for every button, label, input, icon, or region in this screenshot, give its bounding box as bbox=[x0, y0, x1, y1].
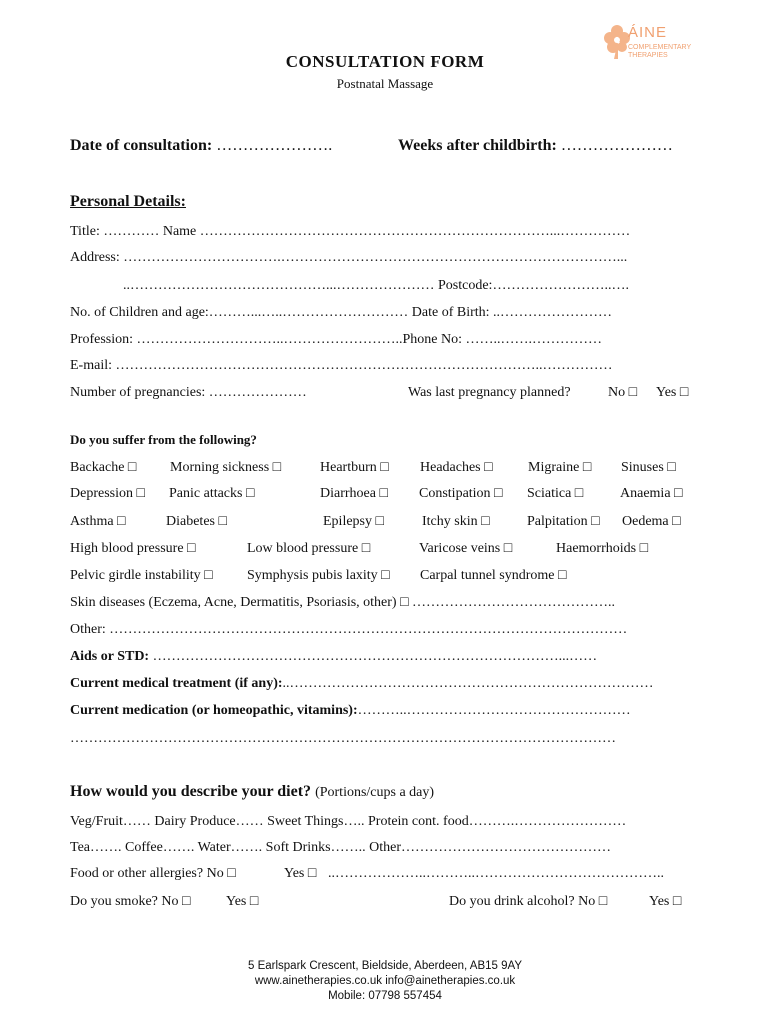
smoke-no-checkbox[interactable]: Do you smoke? No □ bbox=[70, 894, 191, 909]
condition-checkbox[interactable]: Haemorrhoids □ bbox=[556, 541, 649, 556]
footer-mobile: Mobile: 07798 557454 bbox=[328, 990, 442, 1002]
condition-checkbox[interactable]: Oedema □ bbox=[622, 514, 681, 529]
allergies-details-field[interactable]: ..………………..………..………………………………….. bbox=[328, 866, 664, 881]
email-field[interactable]: E-mail: ………………………………………………………………………………..…………… bbox=[70, 358, 613, 373]
current-treatment-field[interactable] bbox=[70, 676, 654, 692]
children-dob-field[interactable]: No. of Children and age:………...…..……………………… Date of Birth: ..…………………… bbox=[70, 305, 613, 320]
logo-name: ÁINE bbox=[628, 24, 668, 41]
field-label: Weeks after childbirth: bbox=[398, 137, 557, 154]
condition-checkbox[interactable]: Morning sickness □ bbox=[170, 460, 282, 475]
conditions-heading: Do you suffer from the following? bbox=[70, 432, 257, 447]
footer-web-email[interactable]: www.ainetherapies.co.uk info@ainetherapies.co.uk bbox=[254, 975, 516, 987]
field-label: Date of consultation: bbox=[70, 137, 213, 154]
pregnancies-field[interactable]: Number of pregnancies: ………………… bbox=[70, 385, 307, 400]
condition-checkbox[interactable]: Migraine □ bbox=[528, 460, 592, 475]
condition-checkbox[interactable]: Depression □ bbox=[70, 486, 145, 501]
other-conditions-field[interactable]: Other: ………………………………………………………………………………………………… bbox=[70, 622, 628, 637]
current-treatment-label: Current medical treatment (if any): bbox=[70, 676, 283, 691]
title-name-field[interactable]: Title: ………… Name …………………………………………………………………...…………… bbox=[70, 224, 631, 239]
condition-checkbox[interactable]: Palpitation □ bbox=[527, 514, 600, 529]
condition-checkbox[interactable]: Diabetes □ bbox=[166, 514, 227, 529]
condition-checkbox[interactable]: Varicose veins □ bbox=[419, 541, 513, 556]
condition-checkbox[interactable]: Anaemia □ bbox=[620, 486, 683, 501]
aids-std-label: Aids or STD: bbox=[70, 649, 150, 664]
weeks-after-childbirth-field[interactable] bbox=[398, 137, 673, 155]
pregnancy-planned-label: Was last pregnancy planned? bbox=[408, 385, 571, 400]
condition-checkbox[interactable]: Itchy skin □ bbox=[422, 514, 490, 529]
profession-phone-field[interactable]: Profession: …………………………..……………………..Phone No: ……..…….…………… bbox=[70, 332, 602, 347]
field-input[interactable]: ………………… bbox=[556, 137, 673, 154]
diet-note: (Portions/cups a day) bbox=[315, 785, 435, 800]
form-title: CONSULTATION FORM bbox=[285, 52, 485, 71]
field-input[interactable]: …………………. bbox=[212, 137, 333, 154]
condition-checkbox[interactable]: Constipation □ bbox=[419, 486, 503, 501]
condition-checkbox[interactable]: Backache □ bbox=[70, 460, 137, 475]
alcohol-no-checkbox[interactable]: Do you drink alcohol? No □ bbox=[449, 894, 608, 909]
current-medication-field[interactable] bbox=[70, 703, 631, 719]
date-of-consultation-field[interactable] bbox=[70, 137, 332, 155]
allergies-yes-checkbox[interactable]: Yes □ bbox=[284, 866, 317, 881]
condition-checkbox[interactable]: Headaches □ bbox=[420, 460, 493, 475]
diet-food-field[interactable]: Veg/Fruit…… Dairy Produce…… Sweet Things….. Protein cont. food……….…………………… bbox=[70, 814, 627, 829]
footer-address: 5 Earlspark Crescent, Bieldside, Aberdeen, AB15 9AY bbox=[247, 960, 523, 972]
condition-checkbox[interactable]: Asthma □ bbox=[70, 514, 126, 529]
condition-checkbox[interactable]: Sinuses □ bbox=[621, 460, 676, 475]
condition-checkbox[interactable]: Symphysis pubis laxity □ bbox=[247, 568, 390, 583]
allergies-no-checkbox[interactable]: Food or other allergies? No □ bbox=[70, 866, 236, 881]
condition-checkbox[interactable]: Epilepsy □ bbox=[323, 514, 384, 529]
personal-details-heading: Personal Details: bbox=[70, 193, 186, 210]
condition-checkbox[interactable]: Carpal tunnel syndrome □ bbox=[420, 568, 567, 583]
postcode-field[interactable]: ..……………………………………...………………… Postcode:……………………..…. bbox=[123, 278, 629, 293]
aids-std-input[interactable]: ……………………………………………………………………………...…… bbox=[149, 649, 598, 664]
alcohol-yes-checkbox[interactable]: Yes □ bbox=[649, 894, 682, 909]
condition-checkbox[interactable]: High blood pressure □ bbox=[70, 541, 196, 556]
smoke-yes-checkbox[interactable]: Yes □ bbox=[226, 894, 259, 909]
pregnancy-planned-no-checkbox[interactable]: No □ bbox=[608, 385, 638, 400]
aids-std-field[interactable] bbox=[70, 649, 597, 665]
condition-checkbox[interactable]: Panic attacks □ bbox=[169, 486, 255, 501]
diet-question: How would you describe your diet? bbox=[70, 783, 312, 800]
medication-extra-line[interactable]: ……………………………………………………………………………………………………… bbox=[70, 731, 616, 746]
skin-diseases-field[interactable]: Skin diseases (Eczema, Acne, Dermatitis, Psoriasis, other) □ …………………………………….. bbox=[70, 595, 616, 610]
pregnancy-planned-yes-checkbox[interactable]: Yes □ bbox=[656, 385, 689, 400]
logo-subtitle: THERAPIES bbox=[628, 52, 668, 59]
current-treatment-input[interactable]: ..…………………………………………………………………… bbox=[282, 676, 654, 691]
condition-checkbox[interactable]: Low blood pressure □ bbox=[247, 541, 371, 556]
diet-heading bbox=[70, 783, 434, 801]
form-subtitle: Postnatal Massage bbox=[336, 76, 434, 91]
logo-subtitle: COMPLEMENTARY bbox=[628, 44, 692, 51]
current-medication-label: Current medication (or homeopathic, vitamins): bbox=[70, 703, 358, 718]
condition-checkbox[interactable]: Heartburn □ bbox=[320, 460, 389, 475]
condition-checkbox[interactable]: Sciatica □ bbox=[527, 486, 584, 501]
footer bbox=[0, 959, 770, 1004]
condition-checkbox[interactable]: Diarrhoea □ bbox=[320, 486, 388, 501]
current-medication-input[interactable]: ………..………………………………………… bbox=[357, 703, 631, 718]
address-field[interactable]: Address: …………………………….………………………………………………………………... bbox=[70, 250, 628, 265]
condition-checkbox[interactable]: Pelvic girdle instability □ bbox=[70, 568, 213, 583]
diet-drinks-field[interactable]: Tea……. Coffee……. Water……. Soft Drinks…….. Other……………………………………… bbox=[70, 840, 611, 855]
